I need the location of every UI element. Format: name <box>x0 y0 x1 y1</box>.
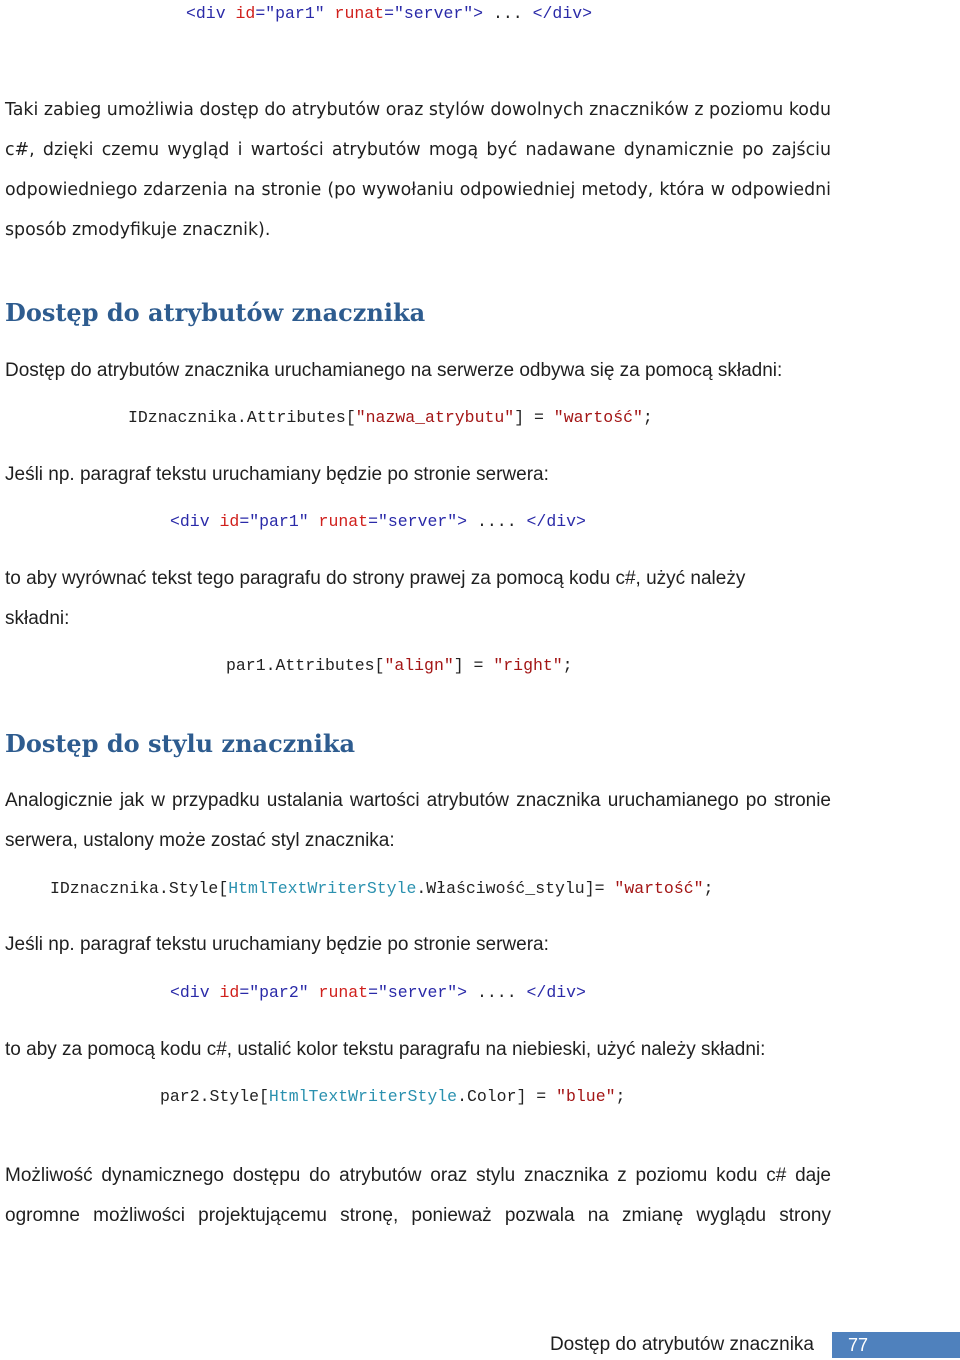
code-token: ="server"> <box>384 4 484 23</box>
code-token: runat <box>318 512 369 531</box>
code-token: HtmlTextWriterStyle <box>228 879 417 898</box>
section2-text: Analogicznie jak w przypadku ustalania wartości atrybutów znacznika uruchamianego po stronie serwera, ustalony może zostać styl znacznika: <box>5 790 831 851</box>
code-token: par2.Style[ <box>160 1087 269 1106</box>
code-line-par2 <box>170 982 586 1004</box>
section-heading-attributes: Dostęp do atrybutów znacznika <box>5 298 426 327</box>
code-token: ="server"> <box>368 983 468 1002</box>
code-token: ] = <box>514 408 554 427</box>
code-token: runat <box>318 983 369 1002</box>
code-token: </div> <box>532 4 593 23</box>
code-token: ; <box>615 1087 626 1106</box>
intro-paragraph: Taki zabieg umożliwia dostęp do atrybutów oraz stylów dowolnych znaczników z poziomu kodu c#, dzięki czemu wygląd i wartości atrybutów mogą być nadawane dynamicznie po zajściu odpowiedniego zdarzenia na stronie (po wywołaniu odpowiedniej metody, która w odpowiedni sposób zmodyfikuje znacznik). <box>5 100 831 240</box>
code-token: <div <box>170 983 220 1002</box>
code-token: ; <box>642 408 653 427</box>
section2-example-text: Jeśli np. paragraf tekstu uruchamiany będzie po stronie serwera: <box>5 934 549 955</box>
code-token: "wartość" <box>553 408 643 427</box>
code-token: .... <box>467 983 527 1002</box>
code-token: .Color] = <box>457 1087 557 1106</box>
code-token: IDznacznika.Style[ <box>50 879 229 898</box>
footer-title: Dostęp do atrybutów znacznika <box>549 1334 814 1355</box>
code-line-color <box>160 1086 625 1108</box>
code-token: par1.Attributes[ <box>226 656 385 675</box>
code-line-align <box>226 655 573 677</box>
code-token: ="server"> <box>368 512 468 531</box>
page-number: 77 <box>832 1332 960 1358</box>
code-token: ="par1" <box>239 512 319 531</box>
code-line-par1 <box>170 511 586 533</box>
code-token: .Właściwość_stylu]= <box>416 879 615 898</box>
code-token: ="par2" <box>239 983 319 1002</box>
code-token: ; <box>703 879 714 898</box>
code-token: ... <box>483 4 533 23</box>
code-token: ="par1" <box>255 4 335 23</box>
section1-text: Dostęp do atrybutów znacznika uruchamianego na serwerze odbywa się za pomocą składni: <box>5 360 783 381</box>
section2-result-text: to aby za pomocą kodu c#, ustalić kolor tekstu paragrafu na niebieski, użyć należy składni: <box>5 1039 766 1060</box>
code-line-style <box>50 878 713 900</box>
code-token: id <box>219 512 240 531</box>
code-token: "blue" <box>556 1087 616 1106</box>
code-token: </div> <box>526 983 586 1002</box>
section1-example-text: Jeśli np. paragraf tekstu uruchamiany będzie po stronie serwera: <box>5 464 549 485</box>
section1-result-text: to aby wyrównać tekst tego paragrafu do strony prawej za pomocą kodu c#, użyć należy składni: <box>5 568 746 629</box>
closing-paragraph: Możliwość dynamicznego dostępu do atrybutów oraz stylu znacznika z poziomu kodu c# daje ogromne możliwości projektującemu stronę, ponieważ pozwala na zmianę wyglądu strony <box>5 1165 831 1226</box>
code-token: IDznacznika.Attributes[ <box>128 408 356 427</box>
code-line-attributes <box>128 407 653 429</box>
code-line-top <box>186 3 592 25</box>
code-token: ] = <box>453 656 494 675</box>
code-token: runat <box>334 4 385 23</box>
code-token: id <box>219 983 240 1002</box>
code-token: "wartość" <box>614 879 704 898</box>
code-token: id <box>235 4 256 23</box>
code-token: <div <box>186 4 236 23</box>
code-token: "align" <box>384 656 454 675</box>
section-heading-style: Dostęp do stylu znacznika <box>5 729 356 758</box>
code-token: </div> <box>526 512 586 531</box>
code-token: "nazwa_atrybutu" <box>355 408 515 427</box>
code-token: HtmlTextWriterStyle <box>268 1087 458 1106</box>
code-token: <div <box>170 512 220 531</box>
code-token: .... <box>467 512 527 531</box>
code-token: "right" <box>493 656 563 675</box>
code-token: ; <box>562 656 573 675</box>
